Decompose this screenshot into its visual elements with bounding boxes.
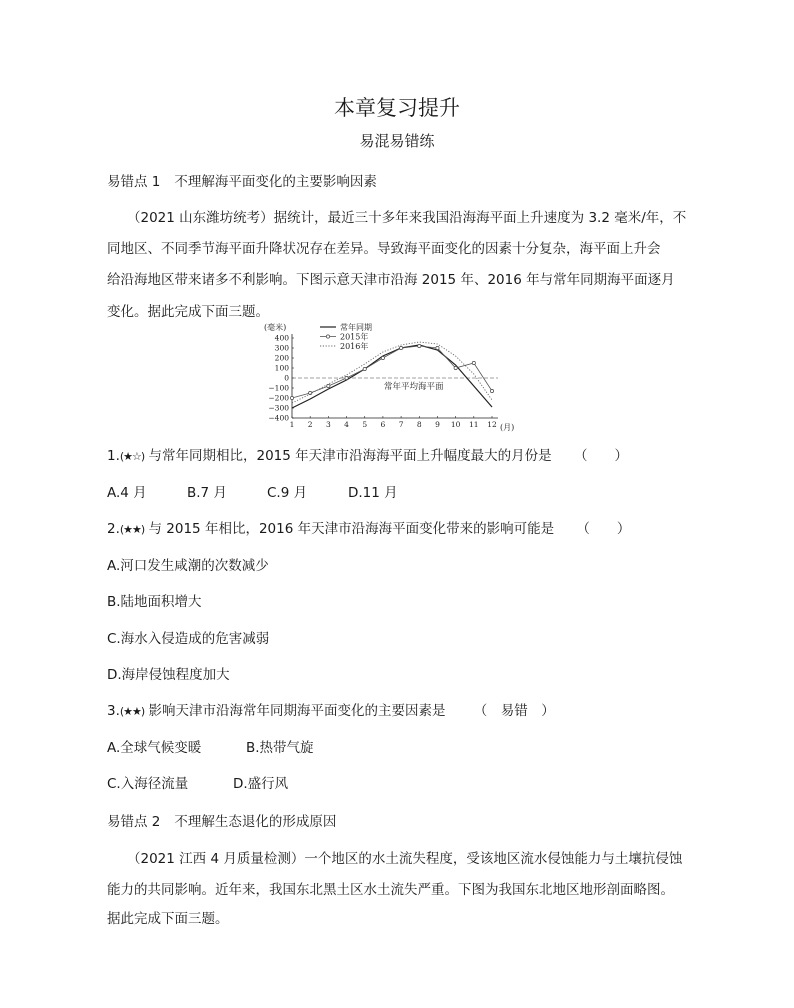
x-axis-label: (月): [500, 423, 515, 432]
section-1-title: 不理解海平面变化的主要影响因素: [174, 174, 377, 190]
intro-line: 据此完成下面三题。: [107, 911, 229, 927]
x-tick-label: 3: [325, 420, 331, 429]
data-point: [436, 346, 439, 349]
y-tick-label: 100: [274, 363, 289, 373]
y-tick-label: 200: [274, 353, 289, 363]
x-tick-label: 12: [487, 420, 497, 429]
difficulty-stars: (★★): [119, 523, 145, 536]
intro-line: 能力的共同影响。近年来，我国东北黑土区水土流失严重。下图为我国东北地区地形剖面略图。: [107, 882, 674, 898]
option-c: C.入海径流量: [107, 776, 189, 792]
y-tick-label: 300: [274, 343, 289, 353]
series-line-1: [292, 345, 492, 408]
question-number: 2.: [107, 521, 120, 537]
x-tick-label: 10: [450, 420, 461, 429]
legend-label: 2016年: [340, 342, 369, 351]
option-d: D.11 月: [348, 485, 398, 501]
data-point: [490, 389, 493, 392]
data-point: [454, 366, 457, 369]
x-tick-label: 6: [380, 420, 386, 429]
data-point: [399, 346, 402, 349]
option-c: C.海水入侵造成的危害减弱: [107, 631, 270, 647]
option-b: B.陆地面积增大: [107, 594, 202, 610]
question-text: 与常年同期相比，2015 年天津市沿海海平面上升幅度最大的月份是: [148, 448, 552, 464]
option-d: D.海岸侵蚀程度加大: [107, 667, 230, 683]
y-tick-label: −300: [268, 403, 289, 413]
question-text: 影响天津市沿海常年同期海平面变化的主要因素是: [148, 703, 446, 719]
section-2-tag: 易错点 2: [107, 814, 161, 830]
intro-line: 变化。据此完成下面三题。: [107, 304, 269, 320]
question-number: 3.: [107, 703, 120, 719]
legend-label: 2015年: [340, 332, 369, 342]
data-point: [290, 396, 293, 399]
option-a: A.4 月: [107, 485, 147, 501]
y-tick-label: −200: [268, 393, 289, 403]
x-tick-label: 1: [289, 420, 295, 429]
x-tick-label: 11: [469, 420, 479, 429]
answer-blank: （ ）: [576, 521, 631, 537]
x-tick-label: 9: [435, 420, 440, 429]
data-point: [345, 376, 348, 379]
page-title: 本章复习提升: [334, 96, 460, 120]
x-tick-label: 8: [416, 420, 422, 429]
question-3: [107, 699, 555, 719]
y-tick-label: 0: [284, 373, 289, 383]
sea-level-chart: [262, 320, 522, 432]
option-c: C.9 月: [267, 485, 308, 501]
option-d: D.盛行风: [233, 776, 289, 792]
sea-level-chart-svg: [262, 320, 522, 432]
question-2: [107, 517, 630, 537]
option-b: B.热带气旋: [246, 740, 314, 756]
y-axis-label: (毫米): [264, 323, 287, 332]
data-point: [418, 344, 421, 347]
legend-marker: [326, 335, 329, 338]
baseline-label: 常年平均海平面: [384, 382, 444, 392]
option-b: B.7 月: [187, 485, 227, 501]
answer-blank: （ 易错 ）: [473, 703, 555, 719]
question-1: [107, 444, 628, 464]
section-2-title: 不理解生态退化的形成原因: [174, 814, 337, 830]
option-a: A.全球气候变暖: [107, 740, 202, 756]
y-tick-label: −400: [268, 413, 289, 423]
option-a: A.河口发生咸潮的次数减少: [107, 558, 269, 574]
data-point: [363, 367, 366, 370]
answer-blank: （ ）: [573, 448, 628, 464]
section-2-heading: [107, 810, 336, 830]
data-point: [472, 361, 475, 364]
difficulty-stars: (★★): [119, 705, 145, 718]
legend-label: 常年同期: [340, 323, 372, 332]
data-point: [381, 356, 384, 359]
intro-line: （2021 江西 4 月质量检测）一个地区的水土流失程度，受该地区流水侵蚀能力与土壤抗侵蚀: [127, 851, 683, 867]
intro-line: 同地区、不同季节海平面升降状况存在差异。导致海平面变化的因素十分复杂，海平面上升会: [107, 241, 661, 257]
page-subtitle: 易混易错练: [359, 132, 435, 150]
difficulty-stars: (★☆): [119, 450, 145, 463]
section-1-tag: 易错点 1: [107, 174, 161, 190]
x-tick-label: 5: [362, 420, 368, 429]
section-1-heading: [107, 170, 377, 190]
intro-line: （2021 山东潍坊统考）据统计，最近三十多年来我国沿海海平面上升速度为 3.2 毫米/年，不: [127, 210, 687, 226]
x-tick-label: 4: [344, 420, 349, 429]
y-tick-label: 400: [274, 333, 289, 343]
intro-line: 给沿海地区带来诸多不利影响。下图示意天津市沿海 2015 年、2016 年与常年同期海平面逐月: [107, 272, 675, 288]
y-tick-label: −100: [268, 383, 289, 393]
question-number: 1.: [107, 448, 120, 464]
x-tick-label: 2: [307, 420, 313, 429]
question-text: 与 2015 年相比，2016 年天津市沿海海平面变化带来的影响可能是: [148, 521, 555, 537]
x-tick-label: 7: [398, 420, 404, 429]
